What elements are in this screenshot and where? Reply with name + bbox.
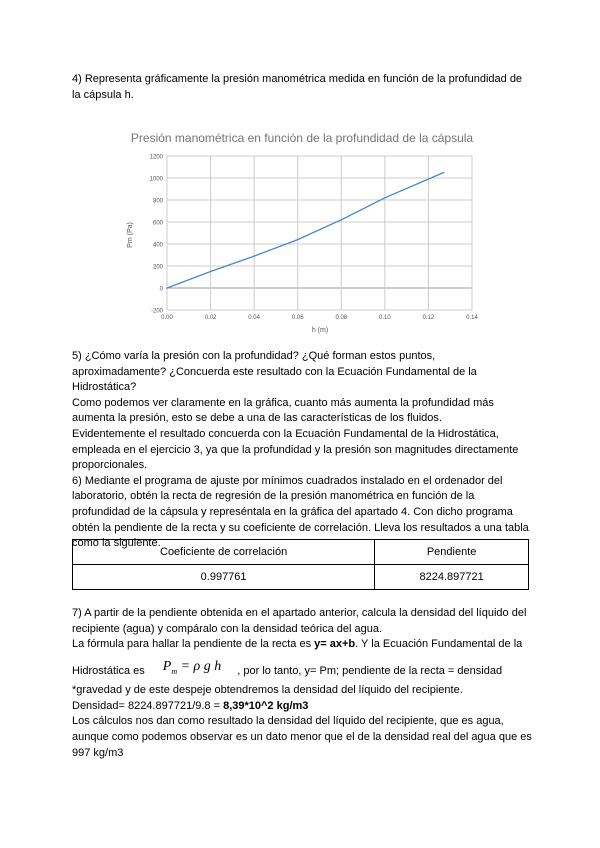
formula-p: P [162, 658, 172, 674]
question-4: 4) Representa gráficamente la presión manométrica medida en función de la profundidad de la cápsula h. [72, 73, 523, 101]
y-tick-label: 1200 [149, 154, 163, 161]
answer-5-part2: Evidentemente el resultado concuerda con la Ecuación Fundamental de la Hidrostática, empleada en el ejercicio 3, ya que la profundidad y la presión son magnitudes directamente proporcionales. [72, 427, 519, 472]
density-result-line [72, 699, 532, 715]
x-axis-ticks [161, 315, 478, 321]
question-6-text: 6) Mediante el programa de ajuste por mínimos cuadrados instalado en el ordenador del laboratorio, obtén la recta de regresión de la presión manométrica en función de la profundidad de la cápsula y represéntala en la gráfica del apartado 4. Con dicho programa obtén la pendiente de la recta y su coeficiente de correlación. Lleva los resultados a una tabla como la siguiente. [72, 474, 529, 550]
series-line [167, 173, 444, 289]
table-header-row [73, 540, 529, 565]
question-5-text: 5) ¿Cómo varía la presión con la profundidad? ¿Qué forman estos puntos, aproximadamente? ¿Concuerda este resultado con la Ecuación Fundamental de la Hidrostática? [72, 350, 477, 394]
y-tick-label: 0 [159, 286, 163, 293]
header-correlation: Coeficiente de correlación [73, 540, 375, 565]
x-tick-label: 0.02 [204, 315, 217, 321]
x-tick-label: 0.14 [466, 315, 478, 321]
slope-value: 8224.897721 [375, 565, 529, 590]
data-point [443, 172, 445, 174]
formula-sub: m [171, 666, 178, 676]
answer-5-part1: Como podemos ver claramente en la gráfica, cuanto más aumenta la profundidad más aumenta la presión, esto se debe a una de las características de los fluidos. [72, 396, 494, 425]
table-row [73, 565, 529, 590]
y-tick-label: 800 [152, 198, 163, 205]
question-7-text: 7) A partir de la pendiente obtenida en el apartado anterior, calcula la densidad del líquido del recipiente (agua) y compáralo con la densidad teórica del agua. [72, 607, 527, 635]
question-5 [72, 349, 532, 552]
y-axis-label: Pm (Pa) [127, 222, 134, 248]
x-tick-label: 0.08 [335, 315, 348, 321]
conclusion: Los cálculos nos dan como resultado la densidad del líquido del recipiente, que es agua, aunque como podemos observar es un dato menor que el de la densidad real del agua que es 997 kg/m3 [72, 715, 532, 759]
data-point [253, 255, 255, 257]
slope-formula-line [72, 637, 532, 653]
correlation-value: 0.997761 [73, 565, 375, 590]
x-tick-label: 0.10 [379, 315, 391, 321]
hydrostatic-formula [163, 659, 222, 679]
data-point [210, 271, 212, 273]
pressure-depth-chart [112, 126, 492, 342]
y-tick-label: -200 [150, 308, 163, 315]
line-equation: y= ax+b [314, 638, 356, 651]
formula-explanation: , por lo tanto, y= Pm; pendiente de la recta = densidad [237, 664, 503, 677]
gravity-line: *gravedad y de este despeje obtendremos la densidad del líquido del recipiente. [72, 684, 463, 697]
hydrostatic-label: Hidrostática es [72, 664, 145, 677]
y-tick-label: 1000 [149, 176, 163, 183]
x-tick-label: 0.12 [422, 315, 435, 321]
question-7 [72, 606, 532, 761]
chart-series [166, 172, 444, 289]
x-tick-label: 0.00 [161, 315, 173, 321]
density-result: 8,39*10^2 kg/m3 [223, 699, 309, 712]
y-axis-ticks [150, 155, 164, 315]
x-tick-label: 0.04 [248, 315, 260, 321]
x-axis-label: h (m) [311, 327, 329, 334]
y-tick-label: 400 [152, 242, 163, 249]
results-table [72, 539, 529, 590]
chart-gridlines [167, 156, 472, 310]
formula-intro-text-2: . Y la Ecuación Fundamental de la [355, 638, 523, 651]
y-tick-label: 600 [152, 220, 163, 227]
data-point [297, 239, 299, 241]
y-tick-label: 200 [152, 264, 163, 271]
chart-title: Presión manométrica en función de la profundidad de la cápsula [130, 131, 474, 145]
formula-intro-text: La fórmula para hallar la pendiente de la recta es [72, 638, 315, 651]
data-point [340, 219, 342, 221]
density-calc: Densidad= 8224.897721/9.8 = [72, 699, 224, 712]
data-point [166, 287, 168, 289]
x-tick-label: 0.06 [291, 315, 304, 321]
formula-rest: = ρ g h [177, 658, 222, 674]
data-point [384, 197, 386, 199]
header-slope: Pendiente [375, 540, 529, 565]
hydrostatic-formula-line [72, 658, 532, 683]
